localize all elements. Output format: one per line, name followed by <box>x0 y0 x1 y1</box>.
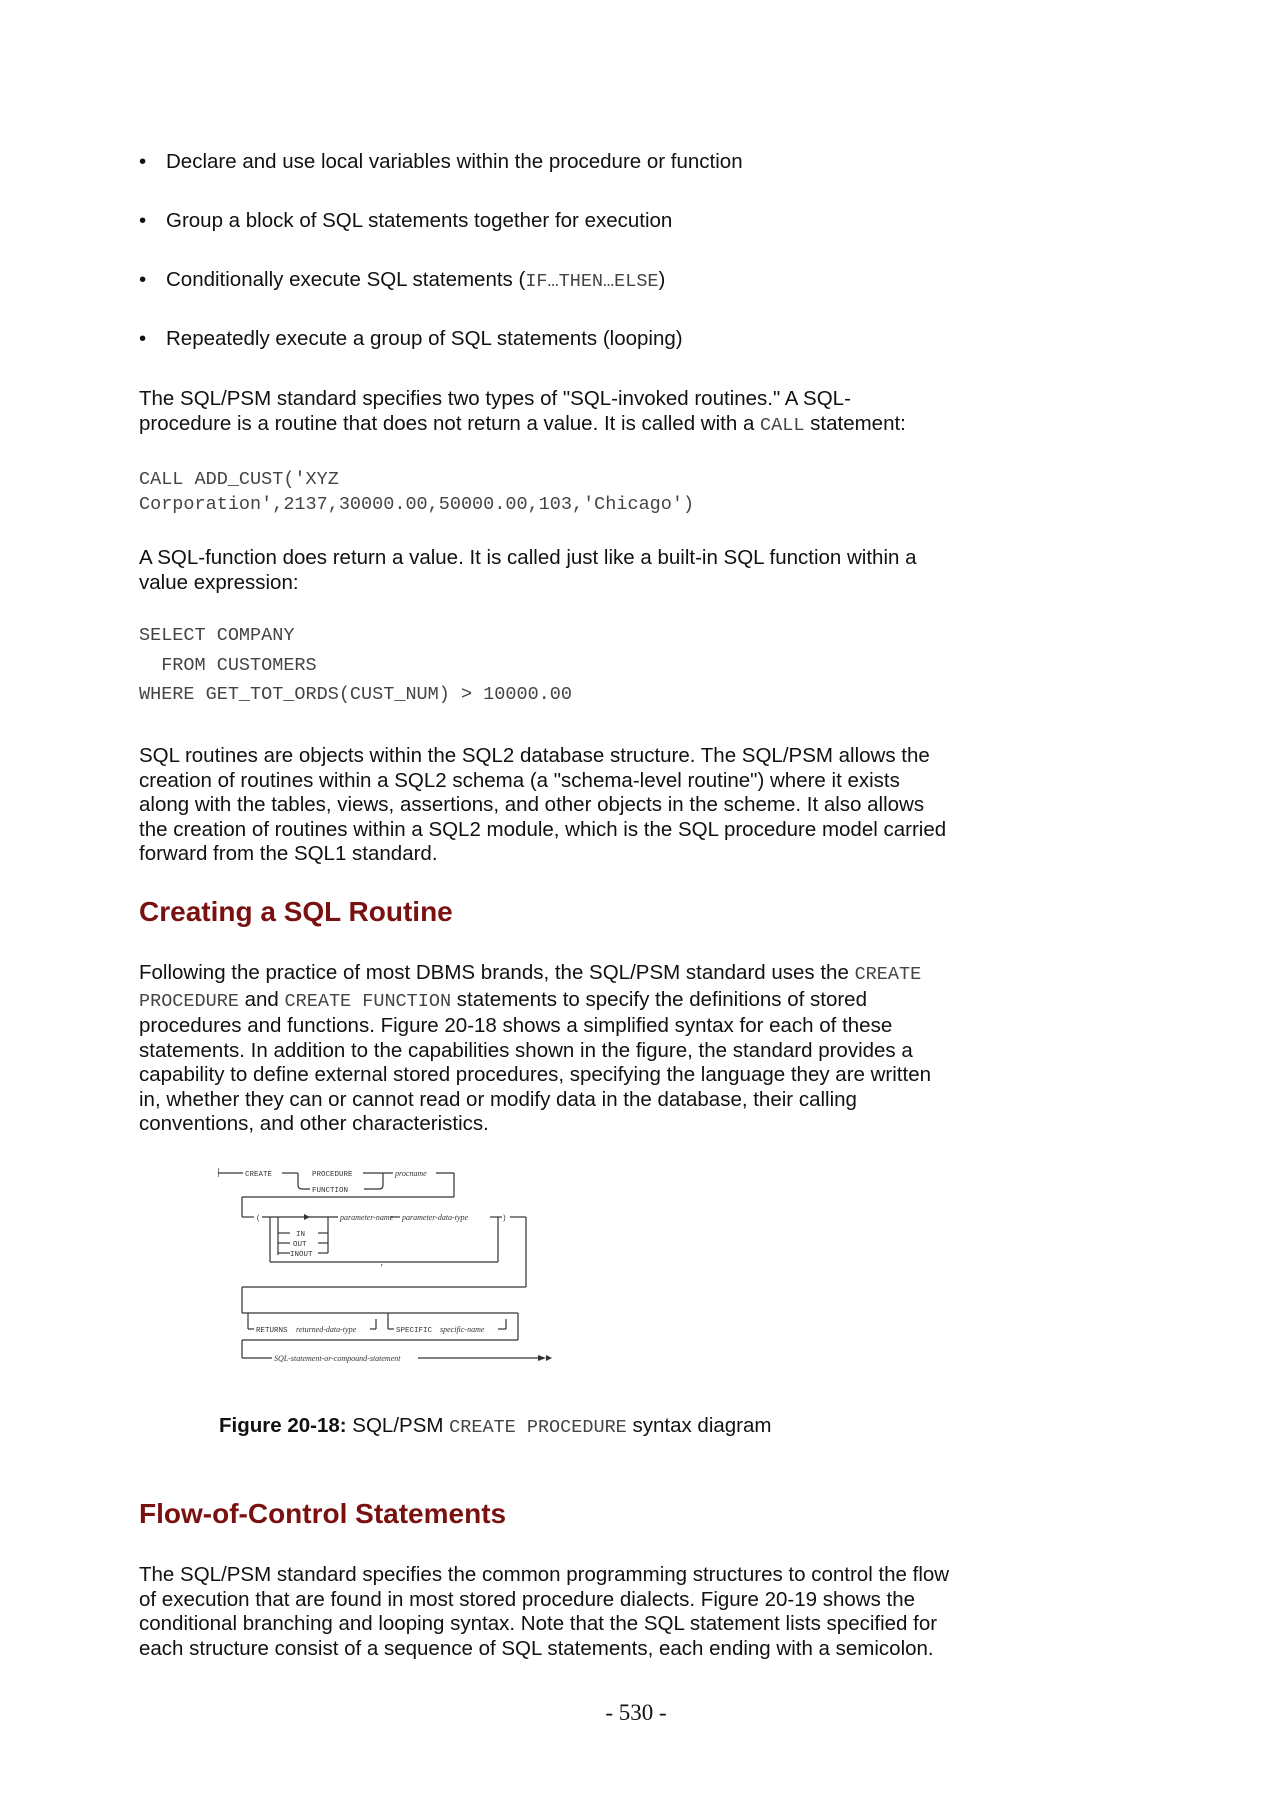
code-block-select: SELECT COMPANY FROM CUSTOMERS WHERE GET_TOT_ORDS(CUST_NUM) > 10000.00 <box>139 625 572 705</box>
diagram-param-type: parameter-data-type <box>402 1213 469 1222</box>
bullet-icon: • <box>139 327 147 350</box>
inline-code: CREATE FUNCTION <box>284 990 452 1012</box>
syntax-diagram <box>218 1155 758 1395</box>
diagram-close-paren: ) <box>502 1215 507 1223</box>
section-heading: Flow-of-Control Statements <box>139 1498 507 1529</box>
list-item: • Repeatedly execute a group of SQL statements (looping) <box>139 327 683 350</box>
list-item: • Group a block of SQL statements together for execution <box>139 209 673 232</box>
diagram-out: OUT <box>293 1241 307 1249</box>
list-item: • Declare and use local variables within the procedure or function <box>139 150 743 173</box>
paragraph-function: A SQL-function does return a value. It is called just like a built-in SQL function within a value expression: <box>139 546 917 594</box>
diagram-param-name: parameter-name <box>340 1213 394 1222</box>
diagram-comma: , <box>380 1260 385 1268</box>
paragraph-routines: SQL routines are objects within the SQL2 database structure. The SQL/PSM allows the creation of routines within a SQL2 schema (a "schema-level routine") where it exists along with the tables, views, assertions, and other objects in the scheme. It also allows the creation of routines within a SQL2 module, which is the SQL procedure model carried forward from the SQL1 standard. <box>139 744 947 865</box>
inline-code: PROCEDURE <box>139 990 239 1012</box>
diagram-procname: procname <box>395 1169 427 1178</box>
syntax-diagram-svg <box>218 1155 758 1395</box>
inline-code: IF…THEN…ELSE <box>525 271 659 292</box>
section-heading: Creating a SQL Routine <box>139 896 453 927</box>
diagram-statement: SQL-statement-or-compound-statement <box>274 1354 401 1363</box>
diagram-specific-name: specific-name <box>440 1325 485 1334</box>
diagram-returns: RETURNS <box>256 1327 288 1335</box>
diagram-specific: SPECIFIC <box>396 1327 433 1335</box>
diagram-create: CREATE <box>245 1171 273 1179</box>
code-block-call: CALL ADD_CUST('XYZ Corporation',2137,30000.00,50000.00,103,'Chicago') <box>139 469 695 515</box>
diagram-open-paren: ( <box>256 1215 261 1223</box>
diagram-procedure: PROCEDURE <box>312 1171 353 1179</box>
caption-label: Figure 20-18: <box>219 1414 347 1437</box>
inline-code: CALL <box>760 414 805 436</box>
inline-code: CREATE <box>854 964 922 985</box>
list-item: • Conditionally execute SQL statements (IF…THEN…ELSE) <box>139 268 666 292</box>
diagram-function: FUNCTION <box>312 1187 349 1195</box>
paragraph-flow-control: The SQL/PSM standard specifies the common programming structures to control the flow of execution that are found in most stored procedure dialects. Figure 20-19 shows the conditional branching and looping syntax. Note that the SQL statement lists specified for each structure consist of a sequence of SQL statements, each ending with a semicolon. <box>139 1563 950 1660</box>
feature-list <box>139 150 743 386</box>
bullet-icon: • <box>139 150 147 173</box>
diagram-in: IN <box>296 1231 306 1239</box>
bullet-icon: • <box>139 209 147 232</box>
bullet-icon: • <box>139 268 147 291</box>
diagram-returned-type: returned-data-type <box>296 1325 357 1334</box>
inline-code: CREATE PROCEDURE <box>449 1417 627 1438</box>
paragraph-creating: Following the practice of most DBMS brands, the SQL/PSM standard uses the CREATE PROCEDURE and CREATE FUNCTION statements to specify the definitions of stored procedures and functions. Figure 20-18 shows a simplified syntax for each of these statements. In addition to the capabilities shown in the figure, the standard provides a capability to define external stored procedures, specifying the language they are written in, whether they can or cannot read or modify data in the database, their calling conventions, and other characteristics. <box>139 961 932 1135</box>
paragraph-procedure: The SQL/PSM standard specifies two types of "SQL-invoked routines." A SQL- procedure is a routine that does not return a value. It is called with a CALL statement: <box>139 387 906 436</box>
page-number: - 530 - <box>605 1700 667 1725</box>
figure-caption: Figure 20-18: SQL/PSM CREATE PROCEDURE syntax diagram <box>219 1414 772 1438</box>
diagram-inout: INOUT <box>290 1251 313 1259</box>
